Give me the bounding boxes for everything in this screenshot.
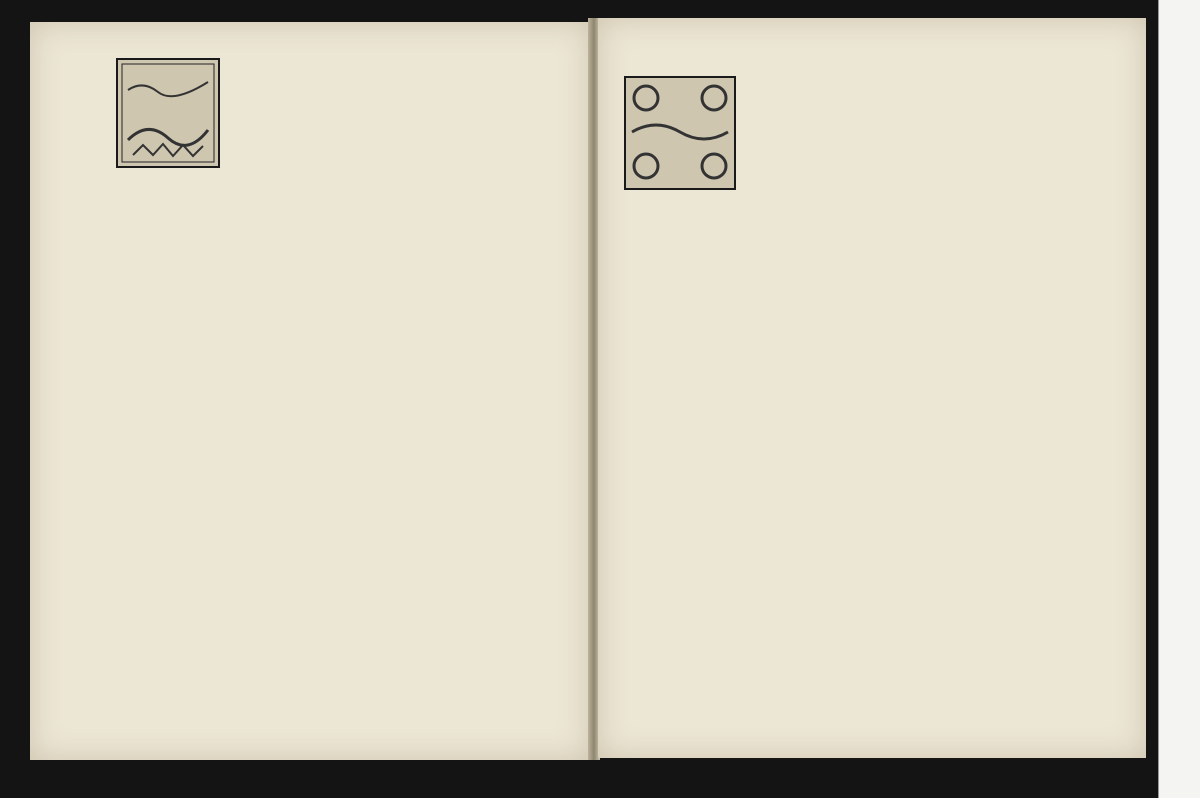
right-page	[598, 18, 1146, 758]
decorated-initial-t	[624, 76, 736, 190]
decorated-initial-f	[116, 58, 220, 168]
initial-letter	[118, 60, 218, 166]
measurement-ruler	[1158, 0, 1200, 798]
initial-letter	[626, 78, 734, 188]
left-page	[30, 22, 590, 760]
